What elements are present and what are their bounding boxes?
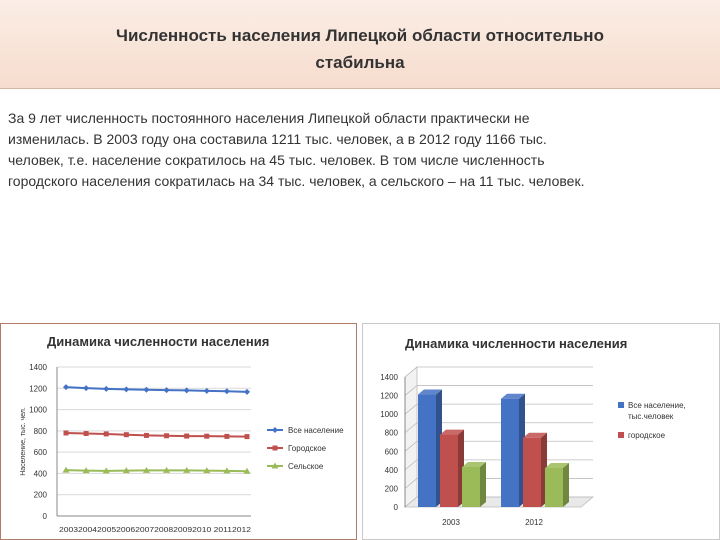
y-tick-label: 400 [33, 469, 47, 479]
data-point [144, 433, 149, 438]
data-point [103, 386, 109, 392]
bar [501, 399, 519, 507]
y-tick-label: 1200 [29, 384, 47, 394]
bar-chart-panel [362, 323, 720, 540]
bar [545, 468, 563, 507]
data-point [124, 432, 129, 437]
line-chart-title: Динамика численности населения [47, 334, 270, 349]
legend-label: Сельское [288, 462, 324, 471]
y-tick-label: 200 [33, 490, 47, 500]
bar [418, 395, 436, 507]
legend-label: Все население [288, 426, 344, 435]
x-tick-label: 2012 [525, 518, 543, 527]
data-point [104, 431, 109, 436]
gridline [405, 367, 593, 377]
slide-title-line-2: стабильна [315, 53, 405, 72]
data-point [83, 385, 89, 391]
body-text-line-3: человек, т.е. население сократилось на 45 тыс. человек. В том числе численность [8, 152, 545, 168]
x-tick-label: 20032004200520062007200820092010 20112012 [59, 525, 251, 534]
bar-side [563, 463, 569, 507]
legend-marker [272, 427, 278, 433]
legend-label: тыс.человек [628, 412, 674, 421]
bar-side [480, 462, 486, 507]
legend-label: Городское [288, 444, 327, 453]
data-point [204, 434, 209, 439]
legend-swatch [618, 432, 624, 438]
data-point [184, 434, 189, 439]
y-tick-label: 1400 [380, 373, 398, 382]
data-point [164, 433, 169, 438]
slide-title-line-1: Численность населения Липецкой области относительно [116, 26, 604, 45]
data-point [143, 387, 149, 393]
y-tick-label: 800 [33, 426, 47, 436]
y-tick-label: 600 [33, 448, 47, 458]
line-chart-panel [0, 323, 357, 540]
y-tick-label: 1400 [29, 363, 47, 372]
slide-title [0, 22, 720, 76]
y-tick-label: 400 [384, 465, 398, 475]
y-tick-label: 1000 [380, 410, 398, 420]
y-tick-label: 800 [384, 428, 398, 438]
bar-chart-title: Динамика численности населения [405, 336, 628, 351]
data-point [244, 389, 250, 395]
body-text-line-4: городского населения сократилась на 34 тыс. человек, а сельского – на 11 тыс. человек. [8, 173, 585, 189]
legend-swatch [618, 402, 624, 408]
data-point [245, 434, 250, 439]
data-point [64, 430, 69, 435]
y-tick-label: 1200 [380, 391, 398, 401]
line-chart [1, 324, 356, 539]
legend-label: Все население, [628, 401, 686, 410]
body-text-line-2: изменилась. В 2003 году она составила 1211 тыс. человек, а в 2012 году 1166 тыс. [8, 131, 547, 147]
bar-chart [363, 324, 719, 539]
y-tick-label: 0 [393, 503, 398, 512]
data-point [63, 384, 69, 390]
bar [462, 467, 480, 507]
data-point [84, 431, 89, 436]
data-point [224, 388, 230, 394]
y-tick-label: 600 [384, 447, 398, 457]
x-tick-label: 2003 [442, 518, 460, 527]
data-point [123, 386, 129, 392]
body-text [8, 108, 698, 192]
data-point [224, 434, 229, 439]
body-text-line-1: За 9 лет численность постоянного населения Липецкой области практически не [8, 110, 530, 126]
y-tick-label: 200 [384, 484, 398, 494]
series-line [66, 470, 247, 471]
y-tick-label: 1000 [29, 405, 47, 415]
bar [523, 438, 541, 507]
series-line [66, 433, 247, 437]
legend-marker [273, 446, 278, 451]
y-axis-title: Население, тыс. чел. [20, 407, 27, 476]
side-wall [405, 367, 417, 507]
bar [440, 435, 458, 507]
legend-label: городское [628, 431, 666, 440]
y-tick-label: 0 [42, 512, 47, 521]
